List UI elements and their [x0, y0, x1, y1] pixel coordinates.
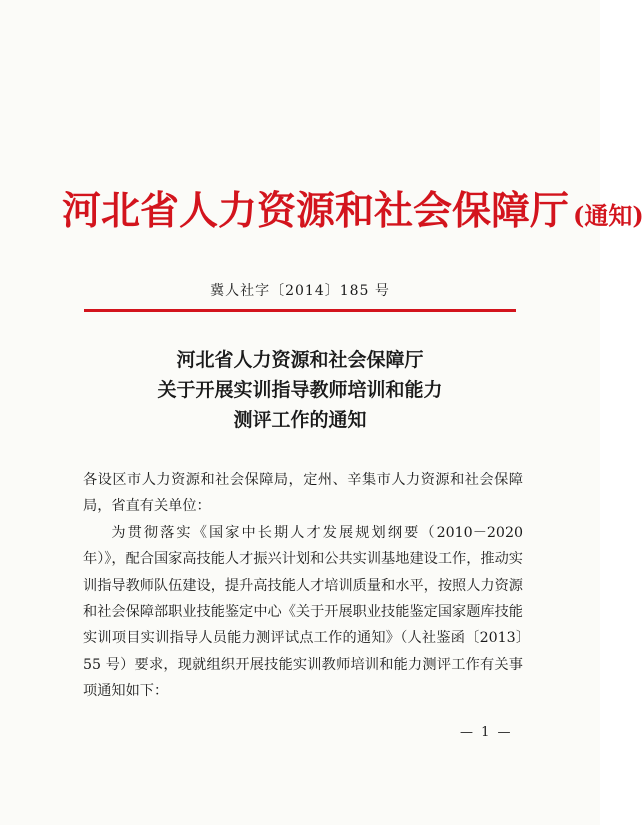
letterhead-suffix: (通知): [573, 201, 644, 230]
title-line-2: 关于开展实训指导教师培训和能力: [157, 379, 443, 401]
letterhead-title: [62, 180, 644, 236]
document-number: 冀人社字〔2014〕185 号: [210, 283, 390, 299]
red-divider-line: [84, 309, 516, 312]
letterhead-name: 河北省人力资源和社会保障厅: [62, 188, 570, 234]
page-number: — 1 —: [460, 725, 513, 740]
document-body: [83, 467, 523, 705]
addressee: 各设区市人力资源和社会保障局，定州、辛集市人力资源和社会保障局，省直有关单位：: [83, 472, 523, 515]
title-line-1: 河北省人力资源和社会保障厅: [176, 349, 424, 371]
title-line-3: 测评工作的通知: [233, 409, 367, 431]
document-title: [0, 345, 600, 435]
body-paragraph: 为贯彻落实《国家中长期人才发展规划纲要（2010－2020年）》，配合国家高技能人才振兴计划和公共实训基地建设工作，推动实训指导教师队伍建设，提升高技能人才培训质量和水平，按照人力资源和社会保障部职业技能鉴定中心《关于开展职业技能鉴定国家题库技能实训项目实训指导人员能力测评试点工作的通知》（人社鉴函〔2013〕55 号）要求，现就组织开展技能实训教师培训和能力测评工作有关事项通知如下：: [83, 524, 523, 700]
